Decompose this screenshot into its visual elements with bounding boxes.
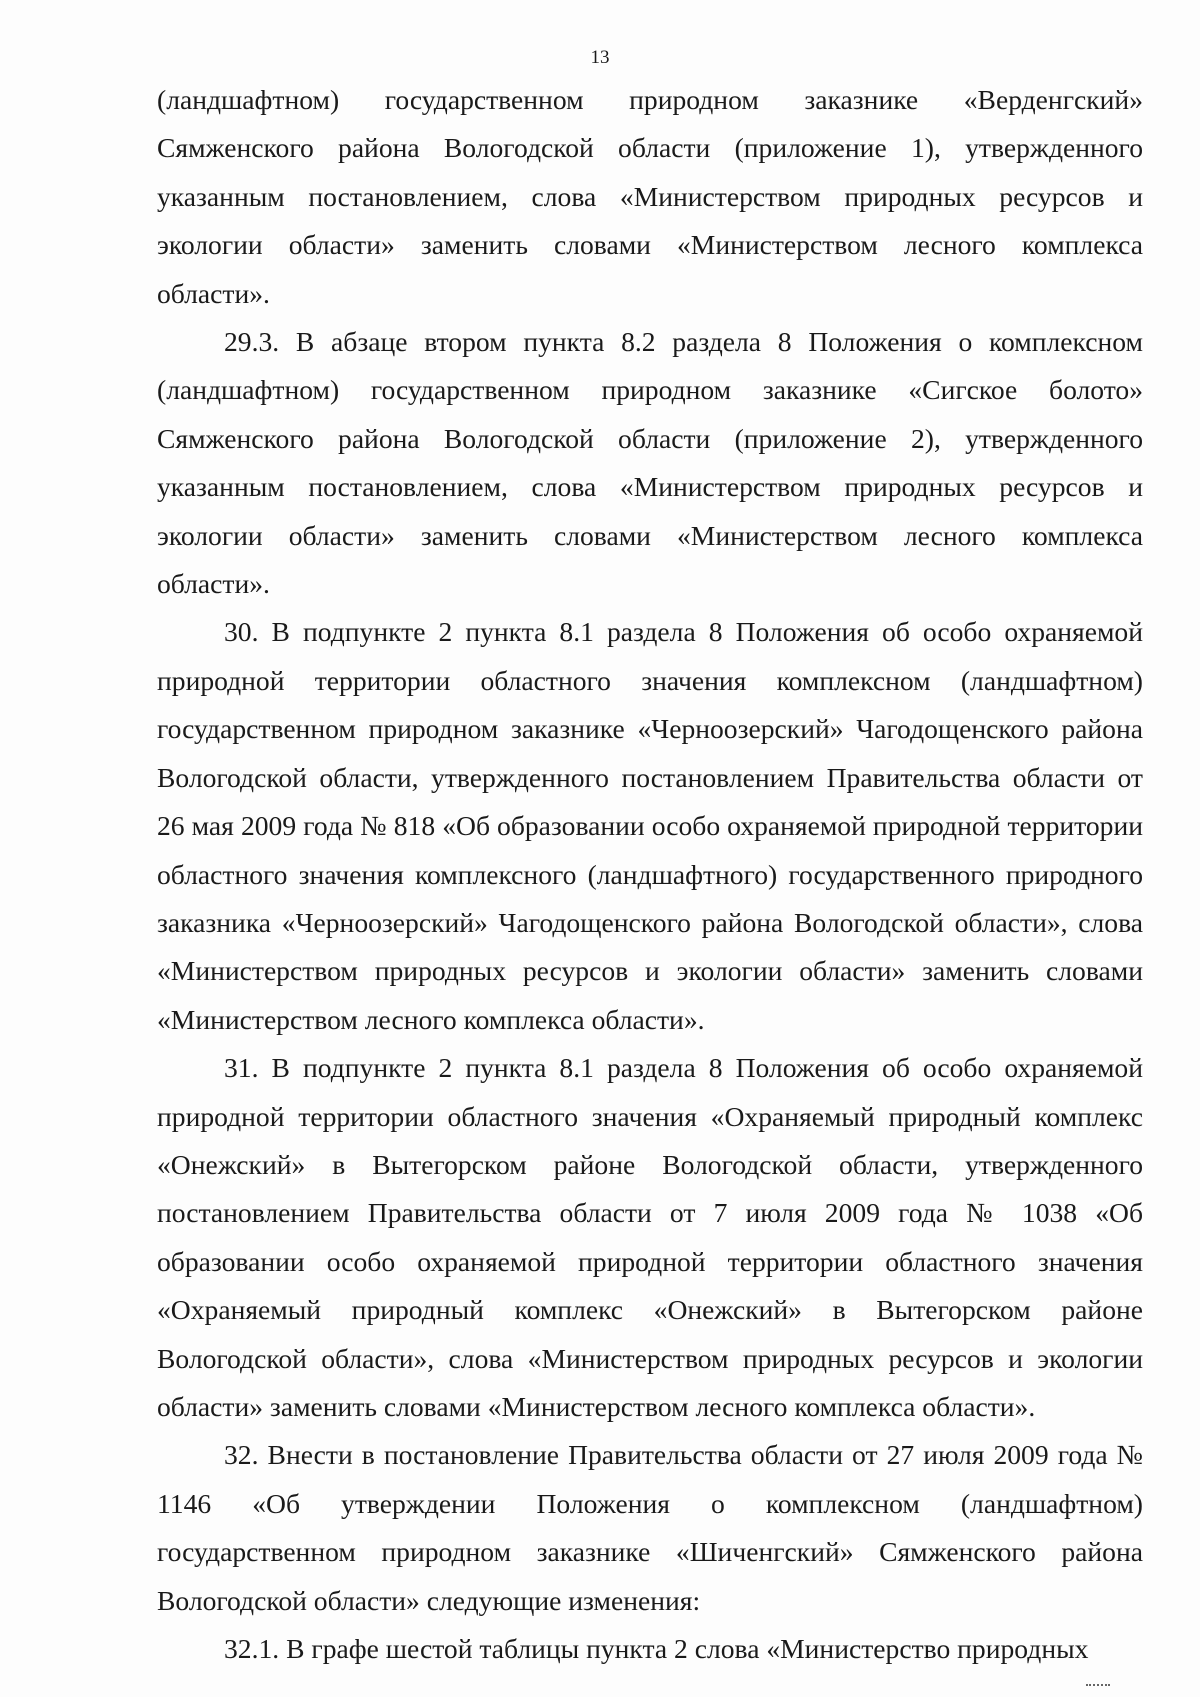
- document-body: [157, 76, 1143, 1673]
- paragraph-29-2-continuation: (ландшафтном) государственном природном заказнике «Верденгский» Сямженского района Вологодской области (приложение 1), утвержденного указанным постановлением, слова «Министерством природных ресурсов и экологии области» заменить словами «Министерством лесного комплекса области».: [157, 84, 1143, 309]
- paragraph-30: 30. В подпункте 2 пункта 8.1 раздела 8 Положения об особо охраняемой природной территории областного значения комплексном (ландшафтном) государственном природном заказнике «Черноозерский» Чагодощенского района Вологодской области, утвержденного постановлением Правительства области от 26 мая 2009 года № 818 «Об образовании особо охраняемой природной территории областного значения комплексного (ландшафтного) государственного природного заказника «Черноозерский» Чагодощенского района Вологодской области», слова «Министерством природных ресурсов и экологии области» заменить словами «Министерством лесного комплекса области».: [157, 616, 1143, 1035]
- paragraph-29-3: 29.3. В абзаце втором пункта 8.2 раздела 8 Положения о комплексном (ландшафтном) государственном природном заказнике «Сигское болото» Сямженского района Вологодской области (приложение 2), утвержденного указанным постановлением, слова «Министерством природных ресурсов и экологии области» заменить словами «Министерством лесного комплекса области».: [157, 326, 1143, 600]
- scan-artifact: [1086, 1684, 1110, 1688]
- paragraph-31: 31. В подпункте 2 пункта 8.1 раздела 8 Положения об особо охраняемой природной территории областного значения «Охраняемый природный комплекс «Онежский» в Вытегорском районе Вологодской области, утвержденного постановлением Правительства области от 7 июля 2009 года № 1038 «Об образовании особо охраняемой природной территории областного значения «Охраняемый природный комплекс «Онежский» в Вытегорском районе Вологодской области», слова «Министерством природных ресурсов и экологии области» заменить словами «Министерством лесного комплекса области».: [157, 1052, 1143, 1422]
- page-number: 13: [590, 47, 610, 68]
- paragraph-32-1: 32.1. В графе шестой таблицы пункта 2 слова «Министерство природных: [224, 1633, 1089, 1664]
- paragraph-32: 32. Внести в постановление Правительства области от 27 июля 2009 года № 1146 «Об утверждении Положения о комплексном (ландшафтном) государственном природном заказнике «Шиченгский» Сямженского района Вологодской области» следующие изменения:: [157, 1439, 1143, 1616]
